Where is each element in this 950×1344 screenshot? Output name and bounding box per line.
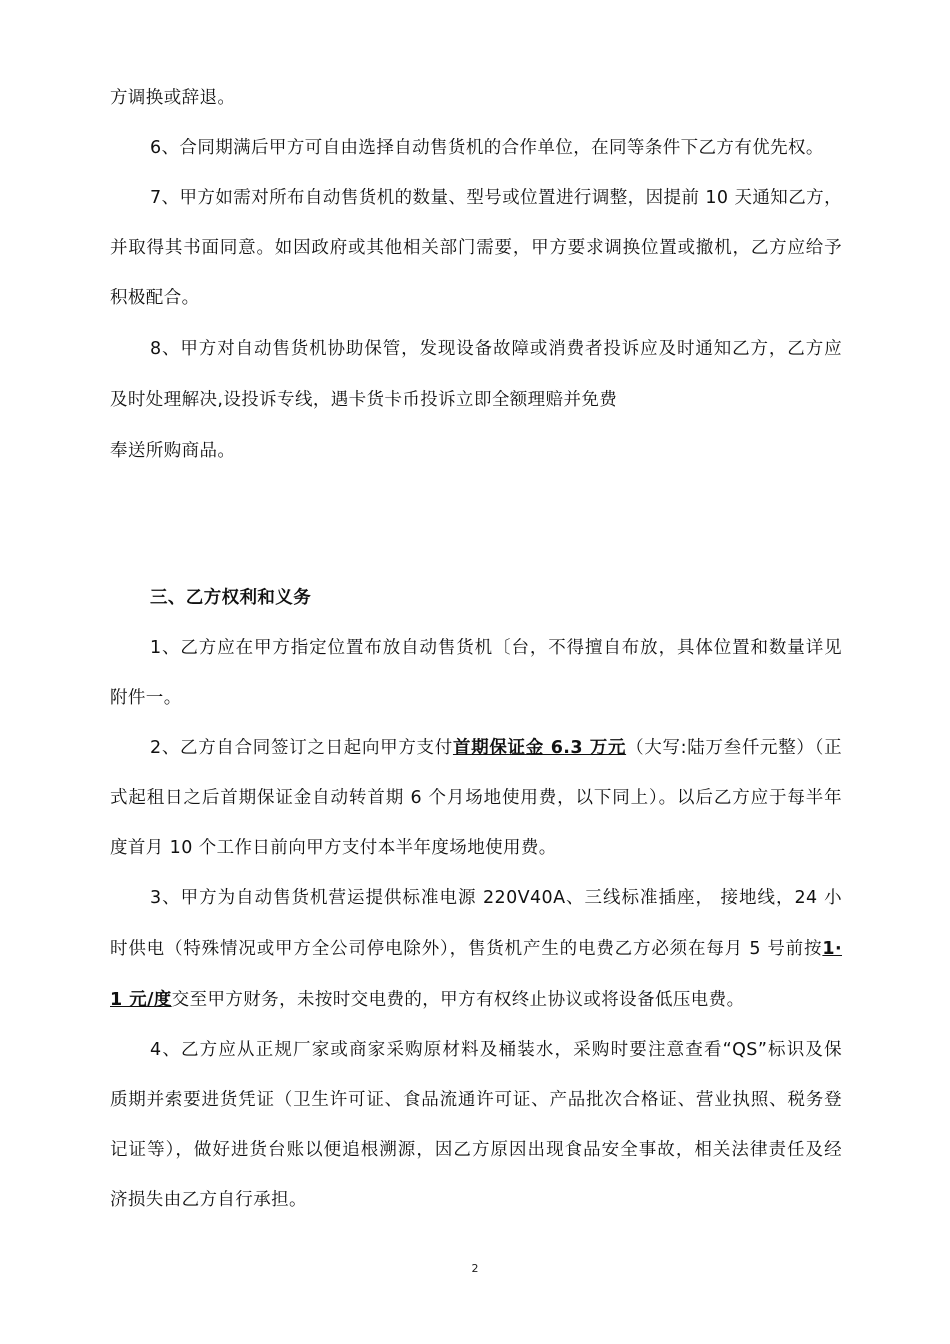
s3-clause-3-line-3 (110, 992, 842, 1010)
clause-6: 6、合同期满后甲方可自由选择自动售货机的合作单位，在同等条件下乙方有优先权。 (150, 138, 824, 158)
text-span: 2、乙方自合同签订之日起向甲方支付 (150, 738, 453, 758)
electricity-rate-part-2: 1 元/度 (110, 990, 172, 1010)
s3-clause-2-line-1 (150, 740, 842, 758)
clause-8-line-3: 奉送所购商品。 (110, 441, 236, 461)
text-line: 方调换或辞退。 (110, 88, 236, 108)
page-number: 2 (471, 1262, 479, 1275)
text-span: 时供电（特殊情况或甲方全公司停电除外），售货机产生的电费乙方必须在每月 5 号前按 (110, 939, 823, 959)
clause-7-line-1: 7、甲方如需对所布自动售货机的数量、型号或位置进行调整，因提前 10 天通知乙方， (150, 188, 842, 208)
s3-clause-3-line-2 (110, 941, 842, 959)
electricity-rate-part-1: 1· (822, 939, 842, 959)
s3-clause-4-line-1: 4、乙方应从正规厂家或商家采购原材料及桶装水，采购时要注意查看“QS”标识及保 (150, 1040, 842, 1060)
clause-8-line-2: 及时处理解决,设投诉专线，遇卡货卡币投诉立即全额理赔并免费 (110, 390, 618, 410)
deposit-amount: 首期保证金 6.3 万元 (452, 738, 627, 758)
s3-clause-4-line-3: 记证等），做好进货台账以便追根溯源，因乙方原因出现食品安全事故，相关法律责任及经 (110, 1140, 842, 1160)
text-span: （大写:陆万叁仟元整）（正 (626, 738, 842, 758)
clause-8-line-1: 8、甲方对自动售货机协助保管，发现设备故障或消费者投诉应及时通知乙方，乙方应 (150, 339, 842, 359)
s3-clause-4-line-4: 济损失由乙方自行承担。 (110, 1190, 307, 1210)
s3-clause-4-line-2: 质期并索要进货凭证（卫生许可证、食品流通许可证、产品批次合格证、营业执照、税务登 (110, 1090, 842, 1110)
s3-clause-3-line-1: 3、甲方为自动售货机营运提供标准电源 220V40A、三线标准插座， 接地线，24 小 (150, 888, 842, 908)
section-heading: 三、乙方权利和义务 (150, 588, 312, 608)
clause-7-line-2: 并取得其书面同意。如因政府或其他相关部门需要，甲方要求调换位置或撤机，乙方应给予 (110, 238, 842, 258)
s3-clause-2-line-3: 度首月 10 个工作日前向甲方支付本半年度场地使用费。 (110, 838, 557, 858)
s3-clause-2-line-2: 式起租日之后首期保证金自动转首期 6 个月场地使用费，以下同上）。以后乙方应于每半年 (110, 788, 842, 808)
s3-clause-1-line-2: 附件一。 (110, 688, 182, 708)
clause-7-line-3: 积极配合。 (110, 288, 200, 308)
text-span: 交至甲方财务，未按时交电费的，甲方有权终止协议或将设备低压电费。 (171, 990, 745, 1010)
s3-clause-1-line-1: 1、乙方应在甲方指定位置布放自动售货机〔台，不得擅自布放，具体位置和数量详见 (150, 638, 842, 658)
